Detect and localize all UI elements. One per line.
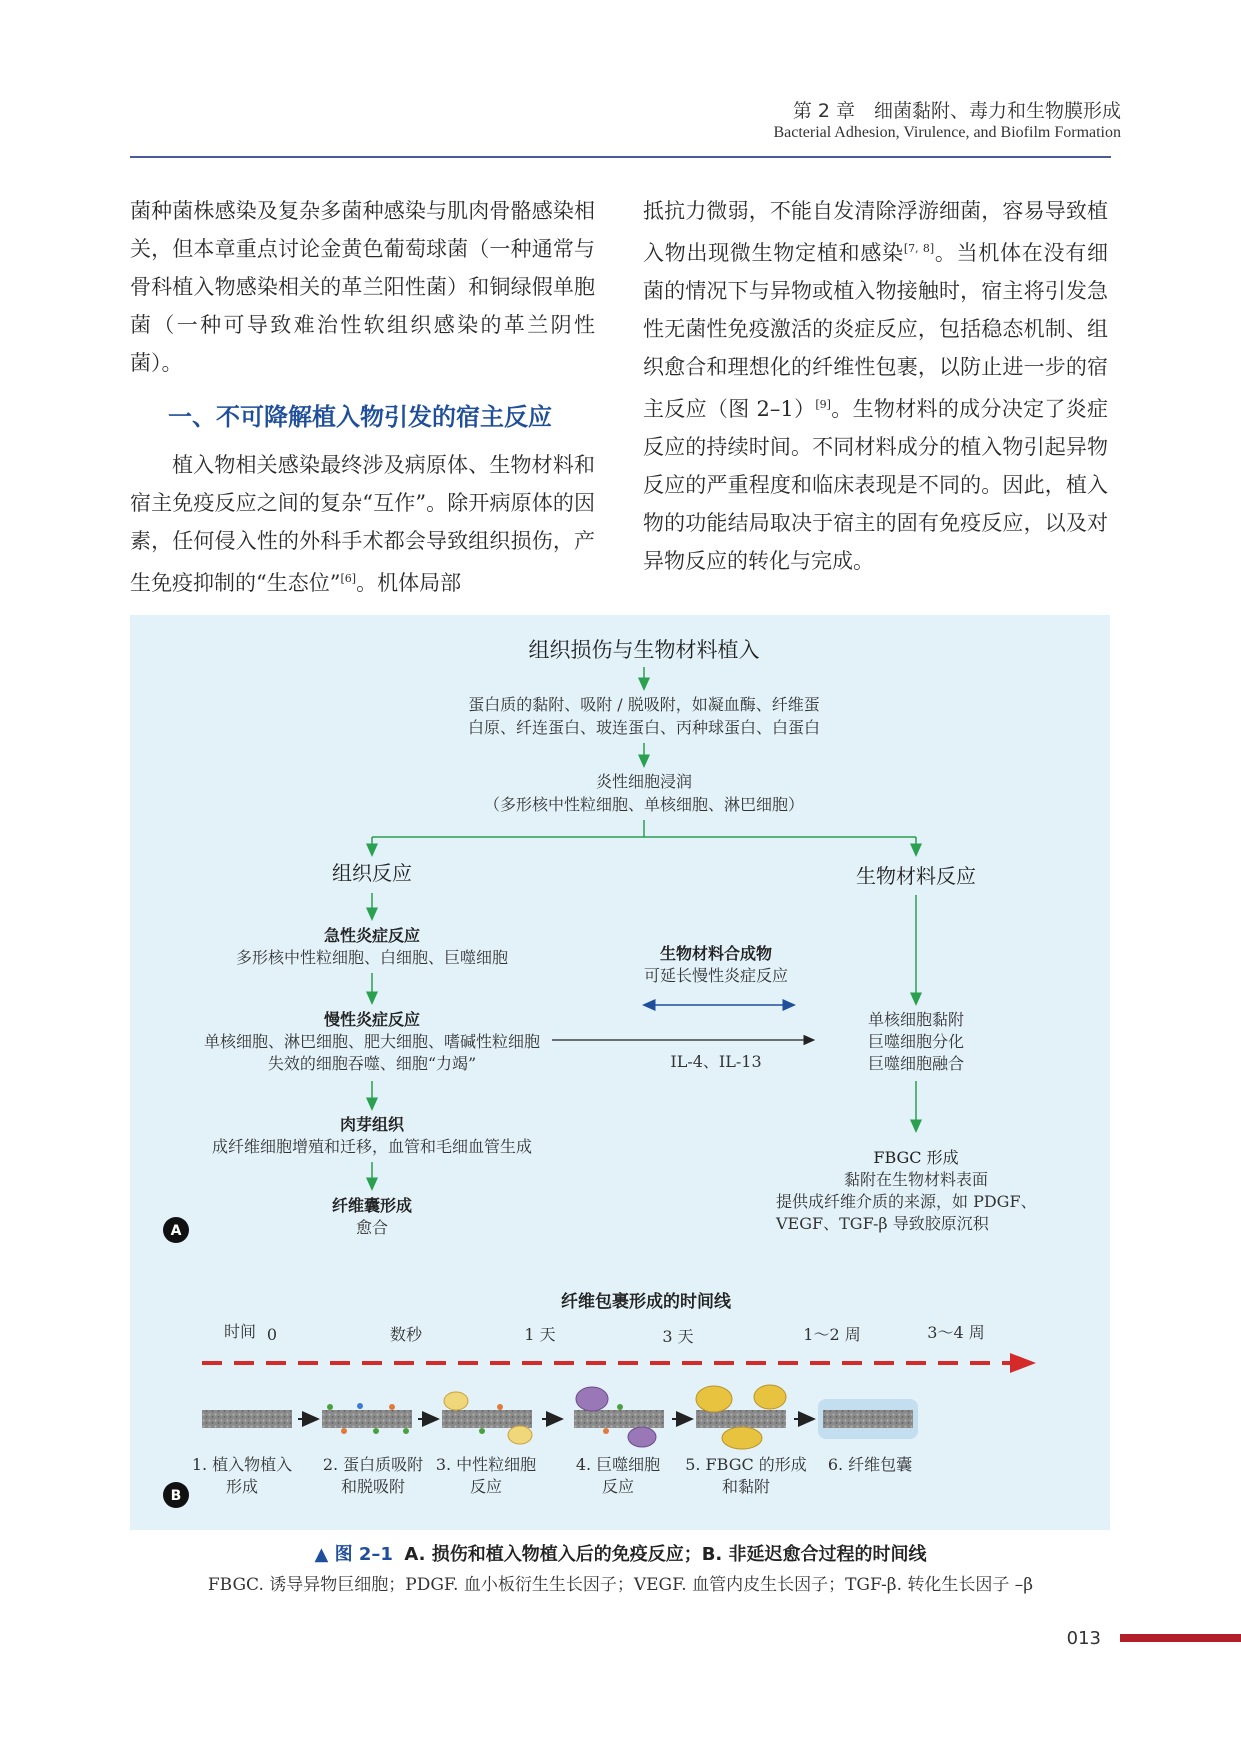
step-5-label-2: 和黏附 bbox=[721, 1477, 771, 1496]
time-point-0: 0 bbox=[266, 1325, 278, 1344]
time-point-1-2-weeks: 1～2 周 bbox=[803, 1325, 861, 1344]
figure-2-1 bbox=[130, 615, 1110, 1530]
time-label: 时间 bbox=[223, 1322, 257, 1341]
infiltration-cells: （多形核中性粒细胞、单核细胞、淋巴细胞） bbox=[483, 795, 805, 814]
protein-line-2: 白原、纤连蛋白、玻连蛋白、丙种球蛋白、白蛋白 bbox=[467, 718, 821, 737]
page-number-bar bbox=[1120, 1634, 1241, 1642]
macrophage-fusion: 巨噬细胞融合 bbox=[867, 1054, 965, 1073]
fbgc-line-1: 黏附在生物材料表面 bbox=[843, 1170, 989, 1189]
step-1-label-2: 形成 bbox=[225, 1477, 259, 1496]
step-5-label: 5. FBGC 的形成 bbox=[685, 1455, 807, 1474]
chapter-title-zh: 第 2 章 细菌黏附、毒力和生物膜形成 bbox=[792, 100, 1121, 122]
fbgc-line-2: 提供成纤维介质的来源，如 PDGF、 bbox=[776, 1192, 1037, 1211]
time-point-3-days: 3 天 bbox=[662, 1327, 694, 1346]
chronic-inflammation-title: 慢性炎症反应 bbox=[323, 1010, 421, 1029]
step-3-label: 3. 中性粒细胞 bbox=[435, 1455, 537, 1474]
step-2-label-2: 和脱吸附 bbox=[340, 1477, 406, 1496]
step-4-label-2: 反应 bbox=[601, 1477, 635, 1496]
fbgc-title: FBGC 形成 bbox=[873, 1148, 959, 1167]
left-paragraph-2: 植入物相关感染最终涉及病原体、生物材料和宿主免疫反应之间的复杂“互作”。除开病原体的因素，任何侵入性的外科手术都会导致组织损伤，产生免疫抑制的“生态位”[6]。机体局部 bbox=[130, 453, 595, 595]
step-2-illustration bbox=[322, 1403, 412, 1434]
biomaterial-response-title: 生物材料反应 bbox=[856, 864, 976, 888]
right-paragraph: 抵抗力微弱，不能自发清除浮游细菌，容易导致植入物出现微生物定植和感染[7, 8]。当机体在没有细菌的情况下与异物或植入物接触时，宿主将引发急性无菌性免疫激活的炎症反应，包括稳态机制、组织愈合和理想化的纤维性包裹，以防止进一步的宿主反应（图 2–1）[9]。生物材料的成分决定了炎症反应的持续时间。不同材料成分的植入物引起异物反应的严重程度和临床表现是不同的。因此，植入物的功能结局取决于宿主的固有免疫反应，以及对异物反应的转化与完成。 bbox=[643, 199, 1108, 573]
time-point-1-day: 1 天 bbox=[524, 1325, 556, 1344]
left-column bbox=[130, 192, 595, 602]
protein-line-1: 蛋白质的黏附、吸附 / 脱吸附，如凝血酶、纤维蛋 bbox=[468, 695, 820, 714]
panel-b-label: B bbox=[170, 1488, 182, 1504]
step-6-label: 6. 纤维包囊 bbox=[827, 1455, 913, 1474]
panel-a-label: A bbox=[170, 1223, 182, 1239]
tissue-response-title: 组织反应 bbox=[332, 861, 412, 885]
step-4-label: 4. 巨噬细胞 bbox=[575, 1455, 661, 1474]
granulation-text: 成纤维细胞增殖和迁移，血管和毛细血管生成 bbox=[211, 1137, 533, 1156]
timeline-title: 纤维包裹形成的时间线 bbox=[561, 1292, 731, 1312]
fbgc-line-3: VEGF、TGF-β 导致胶原沉积 bbox=[776, 1214, 989, 1233]
timeline-arrowhead bbox=[1010, 1353, 1036, 1373]
acute-inflammation-title: 急性炎症反应 bbox=[323, 926, 421, 945]
il-label: IL-4、IL-13 bbox=[670, 1052, 762, 1071]
monocyte-adhesion: 单核细胞黏附 bbox=[867, 1010, 965, 1029]
header-rule bbox=[130, 156, 1111, 158]
chapter-title-en: Bacterial Adhesion, Virulence, and Biofilm Formation bbox=[773, 124, 1121, 141]
left-paragraph-1: 菌种菌株感染及复杂多菌种感染与肌肉骨骼感染相关，但本章重点讨论金黄色葡萄球菌（一种通常与骨科植入物感染相关的革兰阳性菌）和铜绿假单胞菌（一种可导致难治性软组织感染的革兰阴性菌）。 bbox=[130, 199, 595, 375]
figure-caption-title: A. 损伤和植入物植入后的免疫反应；B. 非延迟愈合过程的时间线 bbox=[404, 1544, 927, 1565]
figure-caption bbox=[0, 1540, 1241, 1566]
step-3-label-2: 反应 bbox=[469, 1477, 503, 1496]
citation-6[interactable]: [6] bbox=[340, 572, 357, 585]
section-title: 一、不可降解植入物引发的宿主反应 bbox=[168, 402, 552, 431]
citation-7-8[interactable]: [7, 8] bbox=[903, 242, 935, 255]
chronic-inflammation-failure: 失效的细胞吞噬、细胞“力竭” bbox=[267, 1054, 477, 1073]
step-5-illustration bbox=[696, 1385, 786, 1449]
figure-abbreviations: FBGC. 诱导异物巨细胞；PDGF. 血小板衍生生长因子；VEGF. 血管内皮生长因子；TGF-β. 转化生长因子 –β bbox=[207, 1575, 1034, 1595]
citation-9[interactable]: [9] bbox=[815, 398, 831, 411]
page-number: 013 bbox=[1066, 1628, 1101, 1649]
step-3-illustration bbox=[442, 1392, 532, 1444]
composite-title: 生物材料合成物 bbox=[659, 944, 773, 963]
granulation-title: 肉芽组织 bbox=[339, 1115, 405, 1134]
step-4-illustration bbox=[574, 1387, 664, 1447]
composite-text: 可延长慢性炎症反应 bbox=[643, 966, 789, 985]
right-column bbox=[643, 192, 1108, 580]
acute-inflammation-cells: 多形核中性粒细胞、白细胞、巨噬细胞 bbox=[235, 948, 509, 967]
time-point-seconds: 数秒 bbox=[389, 1325, 423, 1344]
infiltration-title: 炎性细胞浸润 bbox=[595, 772, 693, 791]
step-2-label: 2. 蛋白质吸附 bbox=[322, 1455, 424, 1474]
macrophage-differentiation: 巨噬细胞分化 bbox=[867, 1032, 965, 1051]
step-6-illustration bbox=[818, 1399, 918, 1439]
step-1-illustration bbox=[202, 1410, 292, 1428]
chronic-inflammation-cells: 单核细胞、淋巴细胞、肥大细胞、嗜碱性粒细胞 bbox=[203, 1032, 541, 1051]
fibrous-capsule-title: 纤维囊形成 bbox=[331, 1196, 413, 1215]
flow-top-title: 组织损伤与生物材料植入 bbox=[528, 638, 760, 662]
fibrous-capsule-text: 愈合 bbox=[355, 1218, 389, 1237]
figure-number: ▲ 图 2–1 bbox=[314, 1544, 393, 1565]
step-1-label: 1. 植入物植入 bbox=[191, 1455, 293, 1474]
time-point-3-4-weeks: 3～4 周 bbox=[927, 1323, 985, 1342]
